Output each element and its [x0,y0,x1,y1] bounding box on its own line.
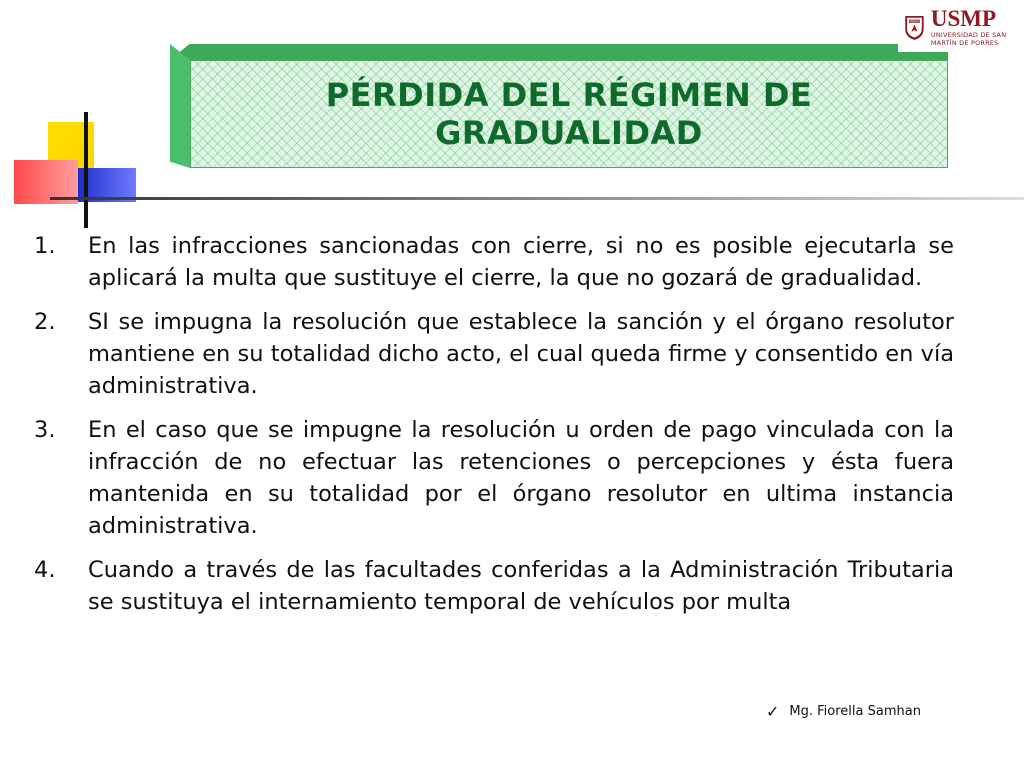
list-item [34,414,954,542]
list-item-number: 2. [34,309,56,335]
list-item-text: En el caso que se impugne la resolución u orden de pago vinculada con la infracción de no efectuar las retenciones o percepciones y ésta fuera mantenida en su totalidad por el órgano resolutor en ultima instancia administrativa. [88,417,954,539]
author-credit [766,702,921,721]
list-item-number: 4. [34,557,56,583]
logo-subtitle: UNIVERSIDAD DE SAN MARTÍN DE PORRES [930,31,1007,47]
shield-text: VERITAS [909,20,920,24]
university-shield-icon [904,5,925,49]
usmp-logo [898,2,1020,52]
logo-wordmark: USMP [930,6,997,31]
author-name: Mg. Fiorella Samhan [789,704,921,719]
title-box [190,60,948,168]
decorative-vertical-line [84,112,88,228]
title-banner-top-bevel [170,44,948,60]
list-item-text: Cuando a través de las facultades conferidas a la Administración Tributaria se sustituya el internamiento temporal de vehículos por multa [88,557,954,615]
decorative-horizontal-line [50,197,1024,200]
slide-title-line-1: PÉRDIDA DEL RÉGIMEN DE [325,76,813,114]
list-item [34,554,954,618]
list-item-number: 3. [34,417,56,443]
title-banner-left-bevel [170,44,190,168]
list-item-text: SI se impugna la resolución que establece la sanción y el órgano resolutor mantiene en su totalidad dicho acto, el cual queda firme y consentido en vía administrativa. [88,309,954,399]
list-item-number: 1. [34,233,56,259]
slide-title-line-2: GRADUALIDAD [435,114,703,152]
checkmark-icon: ✓ [766,702,780,721]
list-item [34,230,954,294]
title-banner [170,44,950,168]
list-item-text: En las infracciones sancionadas con cierre, si no es posible ejecutarla se aplicará la multa que sustituye el cierre, la que no gozará de gradualidad. [88,233,954,291]
numbered-list [34,230,954,630]
list-item [34,306,954,402]
